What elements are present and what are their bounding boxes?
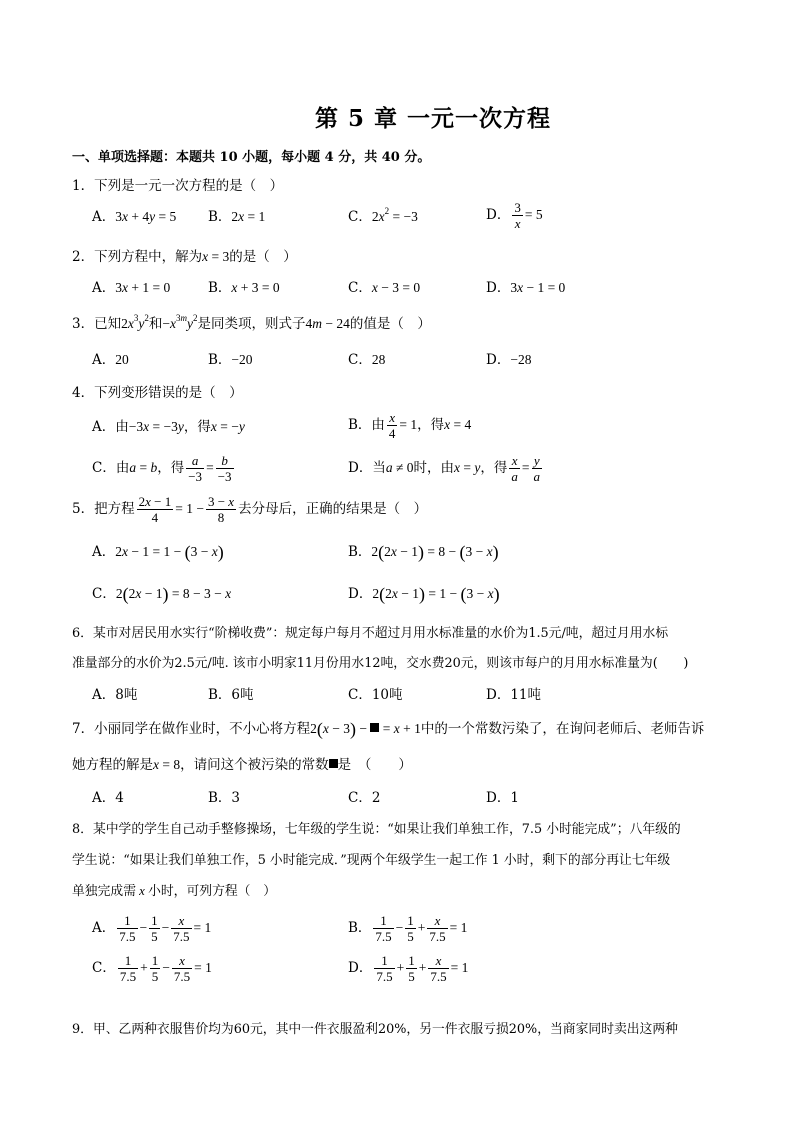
option-label: C． <box>348 280 372 296</box>
question-6-line-2: 准量部分的水价为2.5元/吨. 该市小明家11月份用水12吨，交水费20元，则该市每户的月用水标准量为( ) <box>72 656 689 671</box>
q3-option-b[interactable] <box>208 350 253 370</box>
option-value: −20 <box>231 352 253 367</box>
stem-text: 的值是（ ） <box>349 316 431 332</box>
option-label: C． <box>348 687 372 703</box>
q8-option-c[interactable]: C． $\frac{1}{7.5}$ + $\frac{1}{5}$ − $\frac{x}{7.5}$ = 1 <box>92 953 212 984</box>
smudge-square <box>370 723 379 732</box>
q4-option-a[interactable]: A．由−3x = −3y，得x = −y <box>92 419 245 435</box>
option-label: A． <box>92 544 116 560</box>
option-label: D． <box>486 687 511 703</box>
question-3-stem: 3．已知$2x^3y^2$和$-x^{3m}y^2$是同类项，则式子4m − 24的值是（ ） <box>72 313 431 332</box>
stem-text: 和 <box>148 316 163 332</box>
option-value: 10吨 <box>371 687 403 703</box>
option-value: 20 <box>115 352 129 367</box>
option-label: C． <box>348 352 372 368</box>
q5-option-d[interactable]: D．2(2x − 1) = 1 − (3 − x) <box>348 584 500 604</box>
option-label: D． <box>348 586 373 602</box>
q2-option-b[interactable]: B．x + 3 = 0 <box>208 280 280 296</box>
q7-option-c[interactable]: C．2 <box>348 790 381 806</box>
stem-text: 去分母后，正确的结果是（ ） <box>238 501 428 517</box>
option-value: 6吨 <box>231 687 254 703</box>
q8-option-a[interactable]: A． $\frac{1}{7.5}$ − $\frac{1}{5}$ − $\frac{x}{7.5}$ = 1 <box>92 913 212 944</box>
q5-option-a[interactable]: A．2x − 1 = 1 − (3 − x) <box>92 542 224 562</box>
q8-option-d[interactable]: D． $\frac{1}{7.5}$ + $\frac{1}{5}$ + $\frac{x}{7.5}$ = 1 <box>348 953 469 984</box>
stem-text: 2．下列方程中，解为 <box>72 249 203 265</box>
option-label: B． <box>208 352 232 368</box>
q4-option-c[interactable]: C．由a = b，得 $\frac{a}{-3}$ = $\frac{b}{-3}$ <box>92 453 232 484</box>
q5-option-b[interactable]: B．2(2x − 1) = 8 − (3 − x) <box>348 542 499 562</box>
question-8-line-3: 单独完成需 x 小时，可列方程（ ） <box>72 884 277 899</box>
q3-option-d[interactable] <box>486 350 531 370</box>
q7-option-a[interactable]: A．4 <box>92 790 124 806</box>
q2-option-d[interactable]: D．3x − 1 = 0 <box>486 280 566 296</box>
option-label: B． <box>208 687 232 703</box>
q8-option-b[interactable]: B． $\frac{1}{7.5}$ − $\frac{1}{5}$ + $\frac{x}{7.5}$ = 1 <box>348 913 468 944</box>
stem-text: 中的一个常数污染了，在询问老师后、老师告诉 <box>420 721 705 737</box>
option-text: ，得 <box>480 460 508 476</box>
stem-text: 她方程的解是 <box>72 757 153 773</box>
question-1-stem: 1．下列是一元一次方程的是（ ） <box>72 178 284 194</box>
option-label: B．由 <box>348 417 385 433</box>
option-label: A． <box>92 352 116 368</box>
option-label: A． <box>92 920 116 936</box>
option-label: C． <box>348 209 372 225</box>
option-label: B． <box>208 280 232 296</box>
stem-text: ，请问这个被污染的常数 <box>180 757 329 773</box>
q2-option-c[interactable]: C．x − 3 = 0 <box>348 280 421 296</box>
option-value: −28 <box>510 352 532 367</box>
option-text: 时，由 <box>413 460 454 476</box>
q3-option-a[interactable] <box>92 350 129 370</box>
option-text: ，得 <box>417 417 445 433</box>
option-text: ，得 <box>157 460 185 476</box>
q2-option-a[interactable]: A．3x + 1 = 0 <box>92 280 171 296</box>
option-label: D．当 <box>348 460 386 476</box>
q6-option-a[interactable] <box>92 685 137 705</box>
option-label: B． <box>348 920 372 936</box>
option-label: C．由 <box>92 460 130 476</box>
stem-text: 3．已知 <box>72 316 122 332</box>
option-label: A． <box>92 209 116 225</box>
question-8-line-2: 学生说：“如果让我们单独工作，5 小时能完成．”现两个年级学生一起工作 1 小时，剩下的部分再让七年级 <box>72 853 671 868</box>
stem-text: 7．小丽同学在做作业时，不小心将方程 <box>72 721 311 737</box>
question-5-stem: 5．把方程 $\frac{2x - 1}{4}$ = 1 − $\frac{3 - x}{8}$ 去分母后，正确的结果是（ ） <box>72 494 428 525</box>
smudge-square <box>329 759 338 768</box>
q6-option-c[interactable] <box>348 685 403 705</box>
option-label: A．由 <box>92 419 129 435</box>
question-9-line-1: 9．甲、乙两种衣服售价均为60元，其中一件衣服盈利20%，另一件衣服亏损20%，当商家同时卖出这两种 <box>72 1022 678 1037</box>
question-7-line-1: 7．小丽同学在做作业时，不小心将方程2(x − 3) − = x + 1中的一个常数污染了，在询问老师后、老师告诉 <box>72 719 705 739</box>
option-label: A． <box>92 687 116 703</box>
option-label: D． <box>486 207 511 223</box>
stem-text: 是 （ ） <box>337 757 412 773</box>
stem-text: 小时，可列方程（ ） <box>148 884 277 899</box>
section-heading: 一、单项选择题：本题共 10 小题，每小题 4 分，共 40 分。 <box>72 150 431 165</box>
stem-text: 是同类项，则式子 <box>197 316 306 332</box>
q7-option-d[interactable]: D．1 <box>486 790 519 806</box>
question-7-line-2: 她方程的解是x = 8，请问这个被污染的常数 是 （ ） <box>72 757 412 773</box>
question-4-stem: 4．下列变形错误的是（ ） <box>72 385 243 401</box>
option-value: 11吨 <box>510 687 542 703</box>
option-label: D． <box>486 280 511 296</box>
question-6-line-1: 6．某市对居民用水实行“阶梯收费”：规定每户每月不超过月用水标准量的水价为1.5元/吨，超过月用水标 <box>72 626 669 641</box>
q5-option-c[interactable]: C．2(2x − 1) = 8 − 3 − x <box>92 584 232 604</box>
option-value: 28 <box>371 352 386 367</box>
option-label: D． <box>348 960 373 976</box>
stem-text: 单独完成需 <box>72 884 136 899</box>
option-value: 8吨 <box>115 687 138 703</box>
question-2-stem: 2．下列方程中，解为x = 3的是（ ） <box>72 249 297 265</box>
page-title: 第 5 章 一元一次方程 <box>314 105 552 132</box>
q6-option-b[interactable] <box>208 685 254 705</box>
q6-option-d[interactable] <box>486 685 541 705</box>
option-label: B． <box>208 209 232 225</box>
option-label: C． <box>92 960 116 976</box>
q4-option-d[interactable]: D．当a ≠ 0时，由x = y，得 $\frac{x}{a}$ = $\frac{y}{a}$ <box>348 453 540 484</box>
q1-option-c[interactable]: C．$2x^2 = -3$ <box>348 206 418 225</box>
q1-option-a[interactable]: A．3x + 4y = 5 <box>92 209 177 225</box>
stem-text: 5．把方程 <box>72 501 135 517</box>
option-label: C． <box>92 586 116 602</box>
option-label: A． <box>92 280 116 296</box>
q3-option-c[interactable] <box>348 350 385 370</box>
option-label: B． <box>348 544 372 560</box>
q1-option-d[interactable]: D． $\frac{3}{x}$ = 5 <box>486 200 543 231</box>
q1-option-b[interactable]: B．2x = 1 <box>208 209 266 225</box>
stem-text: 的是（ ） <box>229 249 297 265</box>
q4-option-b[interactable]: B．由 $\frac{x}{4}$ = 1，得x = 4 <box>348 410 472 441</box>
option-text: ，得 <box>183 419 211 435</box>
q7-option-b[interactable]: B．3 <box>208 790 241 806</box>
option-label: D． <box>486 352 511 368</box>
question-8-line-1: 8．某中学的学生自己动手整修操场，七年级的学生说：“如果让我们单独工作，7.5 小时能完成”；八年级的 <box>72 822 681 837</box>
